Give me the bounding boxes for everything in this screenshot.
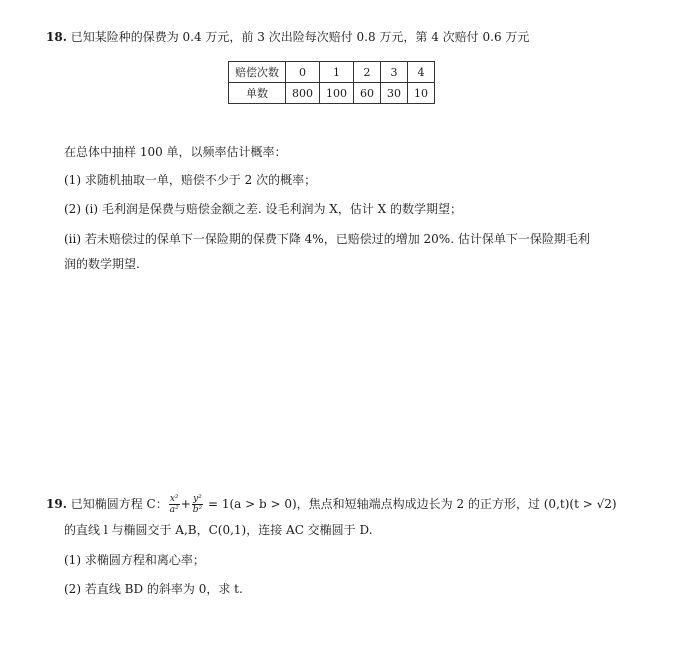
table-row: [229, 83, 435, 104]
table-cell: 赔偿次数: [229, 62, 286, 83]
q19-stem-text-a: 已知椭圆方程 C：: [70, 497, 168, 511]
q18-sample: 在总体中抽样 100 单，以频率估计概率：: [64, 145, 287, 159]
q19-part2: (2) 若直线 BD 的斜率为 0，求 t.: [64, 582, 243, 596]
table-cell: 30: [381, 83, 408, 104]
q18-part2i: (2) (i) 毛利润是保费与赔偿金额之差. 设毛利润为 X，估计 X 的数学期望；: [64, 202, 462, 216]
claims-table: [228, 61, 435, 104]
table-cell: 60: [354, 83, 381, 104]
table-cell: 10: [408, 83, 435, 104]
table-cell: 1: [320, 62, 354, 83]
q18-part1: (1) 求随机抽取一单，赔偿不少于 2 次的概率；: [64, 173, 317, 187]
fraction-y2-b2: [192, 494, 203, 515]
fraction-x2-a2: [169, 494, 180, 515]
q19-number: 19.: [46, 497, 67, 511]
q18-part2ii-line2: 润的数学期望.: [64, 257, 140, 271]
q18-stem-text: 已知某险种的保费为 0.4 万元，前 3 次出险每次赔付 0.8 万元，第 4 次赔付 0.6 万元: [70, 30, 530, 44]
plus-sign: +: [180, 497, 191, 511]
q18-number: 18.: [46, 30, 67, 44]
fraction-denominator: b²: [192, 505, 203, 515]
q19-part1: (1) 求椭圆方程和离心率；: [64, 553, 205, 567]
q19-stem: [46, 493, 617, 515]
fraction-numerator: x²: [169, 494, 179, 504]
table-cell: 100: [320, 83, 354, 104]
q18-stem: [46, 29, 529, 45]
table-cell: 0: [286, 62, 320, 83]
table-cell: 单数: [229, 83, 286, 104]
table-cell: 800: [286, 83, 320, 104]
table-cell: 3: [381, 62, 408, 83]
fraction-denominator: a²: [169, 505, 179, 515]
table-cell: 4: [408, 62, 435, 83]
table-row: [229, 62, 435, 83]
q18-part2ii-line1: (ii) 若未赔偿过的保单下一保险期的保费下降 4%，已赔偿过的增加 20%. 估计保单下一保险期毛利: [64, 232, 590, 246]
q19-stem-text-b: = 1(a > b > 0)，焦点和短轴端点构成边长为 2 的正方形，过 (0,t)(t > √2): [207, 497, 617, 511]
table-cell: 2: [354, 62, 381, 83]
fraction-numerator: y²: [193, 494, 202, 504]
q19-stem-line2: 的直线 l 与椭圆交于 A,B，C(0,1)，连接 AC 交椭圆于 D.: [64, 523, 373, 537]
